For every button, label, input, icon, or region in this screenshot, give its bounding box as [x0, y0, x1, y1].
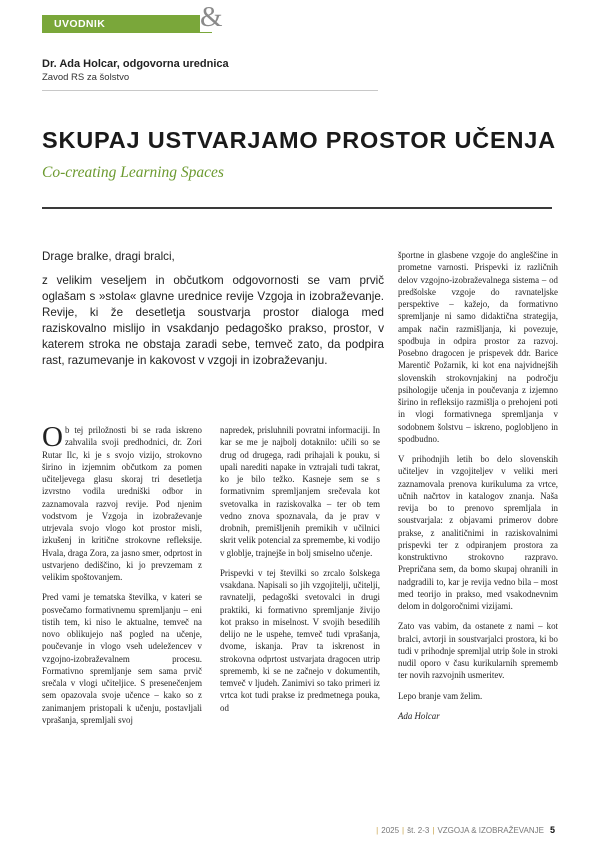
closing-line: Lepo branje vam želim.: [398, 690, 483, 701]
footer-journal: VZGOJA & IZOBRAŽEVANJE: [437, 826, 544, 835]
paragraph-future: V prihodnjih letih bo delo slovenskih učiteljev in vzgojiteljev v veliki meri zaznamovala prenova kurikuluma za vrtce, učnih načrtov in katalogov znanja. Naša revija bo to prenovo spremljala in soustvarjala: z objavami primerov dobre prakse, z analitičnimi in raziskovalnimi prispevki ter z odpiranjem prostora za konstruktivno strokovno razpravo. Prepričana sem, da bomo skupaj ohranili in nadgradili to, kar je revija vedno bila – most med teorijo in prakso, med vsakodnevnim delom in dolgoročnimi vizijami.: [398, 454, 558, 611]
page-footer: | 2025 | št. 2-3 | VZGOJA & IZOBRAŽEVANJE 5: [376, 825, 555, 835]
intro-block: [42, 249, 384, 377]
drop-cap: O: [42, 421, 63, 453]
header-divider: [42, 90, 378, 91]
footer-issue: št. 2-3: [407, 826, 430, 835]
author-institution: Zavod RS za šolstvo: [42, 72, 130, 83]
column-2: [220, 424, 380, 722]
column-3: [398, 249, 558, 730]
section-label: UVODNIK: [54, 18, 106, 30]
author-name: Dr. Ada Holcar, odgovorna urednica: [42, 58, 229, 70]
paragraph-fields: športne in glasbene vzgoje do angleščine in prometne varnosti. Prispevki iz različnih delov vzgojno-izobraževalnega sistema – od predšolske vzgoje do ravnateljske perspektive – kažejo, da formativno spremljanje ni samo didaktična strategija, ampak način razmišljanja, ki povezuje, spodbuja in odpira prostor za razvoj. Posebno dragocen je prispevek ddr. Barice Marentič Požarnik, ki kot ena najvidnejših slovenskih strokovnjakinj na področju psihologije učenja in poučevanja z izjemno širino in refleksijo razmišlja o prehojeni poti in vlogi formativnega spremljanja v sodobnem šolstvu – iskreno, poglobljeno in spodbudno.: [398, 250, 558, 444]
column-1: [42, 421, 202, 734]
page-number: 5: [549, 825, 555, 835]
title-divider: [42, 207, 552, 209]
signature: Ada Holcar: [398, 710, 440, 721]
article-title: SKUPAJ USTVARJAMO PROSTOR UČENJA: [42, 127, 556, 153]
greeting: Drage bralke, dragi bralci,: [42, 250, 175, 263]
paragraph-theme: Pred vami je tematska številka, v kateri se posvečamo formativnemu spremljanju – eni tistih tem, ki niso le aktualne, temveč na novo oblikujejo naš pogled na učenje, poučevanje in vlogo vseh udeležencev v vzgojno-izobraževalnem procesu. Formativno spremljanje sem sama prvič srečala v vlogi učiteljice. S presenečenjem sem opazovala svoje učence – kako so z zanimanjem pristopali k učenju, postavljali vprašanja, spremljali svoj: [42, 592, 202, 725]
paragraph-thanks: [42, 421, 202, 583]
paragraph-progress: napredek, prisluhnili povratni informaciji. In kar se me je najbolj dotaknilo: učili so se drug od drugega, radi prihajali k pouku, si upali narediti napake in vztrajali tudi takrat, ko je bilo težko. Kasneje sem se s formativnim spremljanjem srečevala kot svetovalka in raziskovalka – ter ob tem vedno znova spoznavala, da je prav v drobnih, premišljenih premikih v učilnici skrit velik potencial za spremembe, ki vodijo v globlje, trajnejše in bolj smiselno učenje.: [220, 425, 380, 558]
paragraph-thanks-text: b tej priložnosti bi se rada iskreno zahvalila svoji predhodnici, dr. Zori Rutar Ilc, ki je s svojo vizijo, strokovno širino in izjemnim občutkom za pomen učiteljevega glasu skoraj tri desetletja izvrstno vodila uredniški odbor in zaznamovala razvoj revije. Pod njenim vodstvom je Vzgoja in izobraževanje utrjevala svojo vlogo kot prostor misli, izkušenj in kritične strokovne refleksije. Hvala, draga Zora, za jasno smer, odprtost in ustvarjeno dediščino, ki jo prevzemam z velikim spoštovanjem.: [42, 425, 202, 582]
intro-paragraph: z velikim veseljem in občutkom odgovornosti se vam prvič oglašam s »stola« glavne urednice revije Vzgoja in izobraževanje. Revije, ki že desetletja soustvarja prostor dialoga med raziskovalno mislijo in vsakdanjo pedagoško prakso, prostor, v katerem stroka ne obstaja zaradi sebe, temveč zato, da podpira rast, razumevanje in kakovost v vzgoji in izobraževanju.: [42, 274, 384, 367]
article-subtitle: Co-creating Learning Spaces: [42, 164, 224, 181]
footer-year: 2025: [381, 826, 400, 835]
ampersand-logo: &: [200, 1, 223, 33]
paragraph-contributions: Prispevki v tej številki so zrcalo šolskega vsakdana. Napisali so jih vzgojitelji, učitelji, ravnatelji, pedagoški svetovalci in drugi praktiki, ki formativno spremljanje živijo kot prakso in miselnost. V svojih besedilih delijo ne le uspehe, temveč tudi vprašanja, dvome, iskanja. Prav ta iskrenost in strokovna odprtost ustvarjata dragocen utrip sprememb, ki se ne začnejo v dokumentih, temveč v ljudeh. Zanimivi so tako primeri iz vrtca kot tudi prakse iz predmetnega pouka, od: [220, 567, 380, 713]
paragraph-invite: Zato vas vabim, da ostanete z nami – kot bralci, avtorji in soustvarjalci prostora, ki bo tudi v prihodnje spremljal utrip šole in stroki nudil oporo v času kurikularnih sprememb ter novih razvojnih usmeritev.: [398, 621, 558, 681]
